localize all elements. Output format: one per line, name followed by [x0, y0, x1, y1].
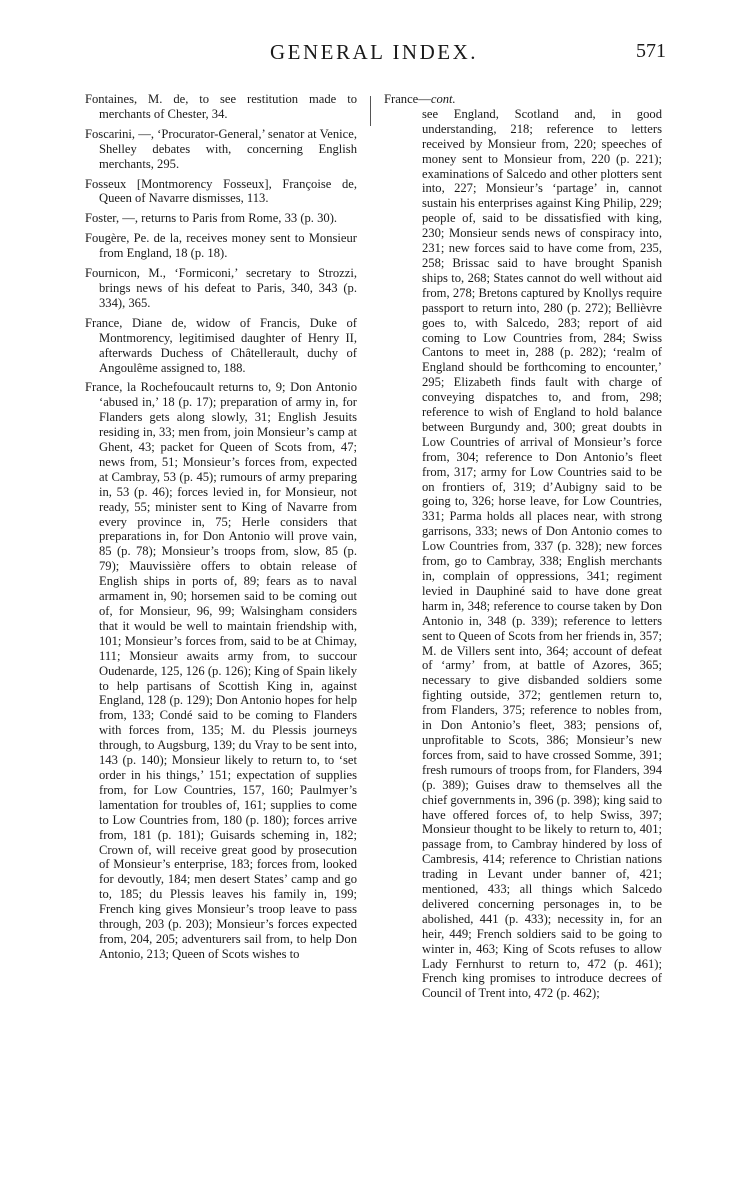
page-header [0, 40, 748, 74]
continued-heading [384, 92, 662, 107]
page-number: 571 [636, 40, 666, 62]
continued-label: cont. [430, 92, 456, 106]
index-entry: Fontaines, M. de, to see restitution made to merchants of Chester, 34. [85, 92, 357, 121]
column-divider [370, 96, 371, 126]
index-entry: France, la Rochefoucault returns to, 9; Don Antonio ‘abused in,’ 18 (p. 17); preparation of army in, for Flanders gets along slowly, 31; English Jesuits residing in, 33; men from, join Monsieur’s camp at Ghent, 43; packet for Queen of Scots from, 47; news from, 51; Monsieur’s forces from, expected at Cambray, 53 (p. 45); rumours of army preparing in, 53 (p. 46); forces levied in, for Monsieur, not ready, 55; minister sent to King of Navarre from every province in, 75; Herle considers that preparations in, for Don Antonio will prove vain, 85 (p. 78); Monsieur’s troops from, slow, 85 (p. 79); Mauvissière offers to obtain release of English ships in ports of, 89; fears as to naval armament in, 90; horsemen said to be coming out of, for Monsieur, 96, 99; Walsingham considers that it would be well to maintain friendship with, 101; Monsieur’s forces from, said to be at Chimay, 111; Monsieur awaits army from, to succour Oudenarde, 125, 126 (p. 126); King of Spain likely to help partisans of Scottish King in, against England, 128 (p. 129); Don Antonio hopes for help from, 133; Condé said to be coming to Flanders with forces from, 135; M. du Plessis journeys through, to Augsburg, 139; du Vray to be sent into, 143 (p. 140); Monsieur likely to return to, to ‘set order in his things,’ 151; expectation of supplies from, for Low Countries, 157, 160; Paulmyer’s lamentation for troubles of, 161; supplies to come to Low Countries from, 180 (p. 180); forces arrive from, 181 (p. 181); Guisards scheming in, 182; Crown of, will receive great good by prosecution of Monsieur’s enterprise, 183; forces from, looked for devoutly, 184; men desert States’ camp and go to, 185; du Plessis leaves his family in, 199; French king gives Monsieur’s troop leave to pass through, 203 (p. 203); Monsieur’s forces expected from, 204, 205; adventurers sail from, to help Don Antonio, 213; Queen of Scots wishes to [85, 380, 357, 961]
continued-entry-text: see England, Scotland and, in good understanding, 218; reference to letters received by Monsieur from, 220; speeches of money sent to Monsieur from, 220 (p. 221); examinations of Salcedo and other plotters sent into, 227; Monsieur’s ‘partage’ in, cannot sustain his enterprises against King Philip, 229; people of, said to be dissatisfied with king, 230; Monsieur sends news of conspiracy into, 231; new forces said to have come from, 235, 258; Brissac said to have brought Spanish ships to, 268; States cannot do well without aid from, 278; Bretons captured by Knollys require passport to return into, 280 (p. 272); Bellièvre goes to, with Salcedo, 283; report of aid coming to Low Countries from, 284; Swiss Cantons to meet in, 288 (p. 282); ‘realm of England should be forthcoming to encounter,’ 295; Elizabeth finds fault with charge of conveying dispatches to, and from, 298; reference to wish of England to hold balance between Burgundy and, 300; great doubts in Low Countries of arrival of Monsieur’s force from, 304; reference to Don Antonio’s fleet from, 317; army for Low Countries said to be on frontiers of, 319; d’Aubigny said to be going to, 326; horse leave, for Low Countries, 331; Parma holds all places near, with strong garrisons, 333; news of Don Antonio comes to Low Countries from, 337 (p. 328); new forces from, go to Cambray, 338; English merchants in, complain of oppressions, 341; regiment levied in Dauphiné said to have done great harm in, 348; reference to course taken by Don Antonio in, 348 (p. 339); reference to letters sent to Queen of Scots from her friends in, 357; M. de Villers sent into, 364; account of defeat of ‘army’ from, at battle of Azores, 365; necessary to give disbanded soldiers some fighting outside, 372; gentlemen return to, from Flanders, 375; reference to nobles from, in Don Antonio’s fleet, 383; pensions of, unprofitable to Scots, 386; Monsieur’s new forces from, said to have crossed Somme, 391; fresh rumours of troops from, for Flanders, 394 (p. 389); Guises draw to themselves all the chief governments in, 396 (p. 398); king said to have offered forces of, to help Swiss, 397; Monsieur thought to be likely to return to, 401; passage from, to Cambray hindered by loss of Cambresis, 414; reference to Christian nations trading in Levant under banner of, 421; mentioned, 433; all things which Salcedo delivered concerning personages in, to be abolished, 441 (p. 433); necessity in, for an heir, 449; French soldiers said to be going to winter in, 463; King of Scots refuses to allow Lady Fernhurst to return to, 472 (p. 461); French king promises to introduce decrees of Council of Trent into, 472 (p. 462); [422, 106, 662, 1001]
continued-heading-term: France— [384, 92, 431, 106]
index-entry: Foster, —, returns to Paris from Rome, 33 (p. 30). [85, 211, 338, 226]
index-entry: Fournicon, M., ‘Formiconi,’ secretary to Strozzi, brings news of his defeat to Paris, 340, 343 (p. 334), 365. [85, 266, 357, 310]
index-entry: Fougère, Pe. de la, receives money sent to Monsieur from England, 18 (p. 18). [85, 231, 357, 261]
index-entry: France, Diane de, widow of Francis, Duke of Montmorency, legitimised daughter of Henry II, afterwards Duchess of Châtellerault, duchy of Angoulême assigned to, 188. [85, 315, 357, 375]
index-column-left [85, 92, 357, 967]
index-entry: Foscarini, —, ‘Procurator-General,’ senator at Venice, Shelley debates with, concerning English merchants, 295. [85, 126, 357, 171]
index-entry: Fosseux [Montmorency Fosseux], Françoise de, Queen of Navarre dismisses, 113. [85, 176, 357, 206]
running-title: GENERAL INDEX. [269, 40, 479, 64]
index-column-right [384, 92, 662, 1001]
